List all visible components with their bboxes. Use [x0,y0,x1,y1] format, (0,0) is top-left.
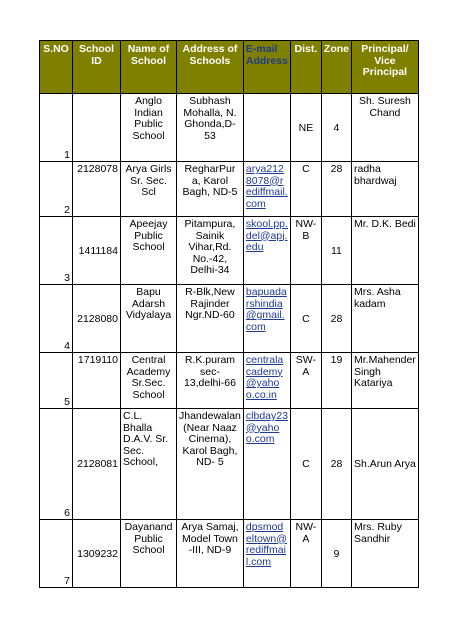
cell-principal: Mr.Mahender Singh Katariya [352,353,419,409]
cell-school-id: 1719110 [73,353,121,409]
header-principal: Principal/ Vice Principal [352,41,419,94]
cell-name: Arya Girls Sr. Sec. Scl [121,162,177,217]
header-dist: Dist. [290,41,321,94]
email-link[interactable]: bapuadarshindia@gmail.com [245,286,287,333]
cell-address: Arya Samaj, Model Town -III, ND-9 [177,520,244,588]
cell-address: R-Blk,New Rajinder Ngr.ND-60 [177,285,244,353]
table-row [40,162,419,217]
cell-dist: SW- A [290,353,321,409]
cell-zone: 9 [321,520,351,588]
school-table [39,40,419,588]
cell-sno: 3 [40,217,73,285]
table-row [40,353,419,409]
cell-address: Jhandewalan (Near Naaz Cinema), Karol Bagh, ND- 5 [177,409,244,520]
header-name: Name of School [121,41,177,94]
cell-address: Pitampura, Sainik Vihar,Rd. No.-42, Delhi-34 [177,217,244,285]
cell-school-id: 2128078 [73,162,121,217]
cell-name: C.L. Bhalla D.A.V. Sr. Sec. School, [121,409,177,520]
cell-email [243,520,290,588]
cell-school-id: 2128081 [73,409,121,520]
cell-sno: 7 [40,520,73,588]
cell-address: Subhash Mohalla, N. Ghonda,D-53 [177,94,244,162]
table-row [40,409,419,520]
cell-sno: 6 [40,409,73,520]
header-sno: S.NO [40,41,73,94]
cell-zone: 28 [321,285,351,353]
cell-name: Dayanand Public School [121,520,177,588]
cell-email [243,409,290,520]
header-email: E-mail Address [243,41,290,94]
cell-dist: NW- B [290,217,321,285]
email-link[interactable]: centralacademy@yahoo.co.in [245,354,284,401]
cell-dist: C [290,409,321,520]
cell-dist: NE [290,94,321,162]
cell-principal: Sh. Suresh Chand [352,94,419,162]
cell-school-id: 2128080 [73,285,121,353]
cell-name: Apeejay Public School [121,217,177,285]
cell-dist: C [290,285,321,353]
cell-address: R.K.puram sec- 13,delhi-66 [177,353,244,409]
cell-zone: 4 [321,94,351,162]
email-link[interactable]: arya2128078@rediffmail.com [245,163,288,210]
cell-name: Anglo Indian Public School [121,94,177,162]
table-row [40,217,419,285]
cell-email [243,94,290,162]
cell-zone: 11 [321,217,351,285]
cell-school-id [73,94,121,162]
cell-dist: C [290,162,321,217]
cell-principal: Mr. D.K. Bedi [352,217,419,285]
table-row [40,285,419,353]
table-row [40,94,419,162]
cell-address: RegharPur a, Karol Bagh, ND-5 [177,162,244,217]
cell-sno: 5 [40,353,73,409]
cell-zone: 19 [321,353,351,409]
cell-principal: Mrs. Ruby Sandhir [352,520,419,588]
header-school-id: School ID [73,41,121,94]
cell-principal: radha bhardwaj [352,162,419,217]
cell-zone: 28 [321,409,351,520]
cell-zone: 28 [321,162,351,217]
cell-name: Bapu Adarsh Vidyalaya [121,285,177,353]
header-row [40,41,419,94]
cell-email [243,285,290,353]
cell-email [243,162,290,217]
cell-school-id: 1309232 [73,520,121,588]
email-link[interactable]: skool.pp.del@apj.edu [245,218,288,253]
email-link[interactable]: clbday23@yahoo.com [245,410,288,445]
cell-principal: Sh.Arun Arya [352,409,419,520]
cell-principal: Mrs. Asha kadam [352,285,419,353]
cell-email [243,353,290,409]
cell-sno: 4 [40,285,73,353]
email-link[interactable]: dpsmodeltown@rediffmail.com [245,521,287,568]
header-address: Address of Schools [177,41,244,94]
header-zone: Zone [321,41,351,94]
cell-school-id: 1411184 [73,217,121,285]
cell-sno: 2 [40,162,73,217]
cell-sno: 1 [40,94,73,162]
table-row [40,520,419,588]
cell-dist: NW- A [290,520,321,588]
cell-email [243,217,290,285]
cell-name: Central Academy Sr.Sec. School [121,353,177,409]
